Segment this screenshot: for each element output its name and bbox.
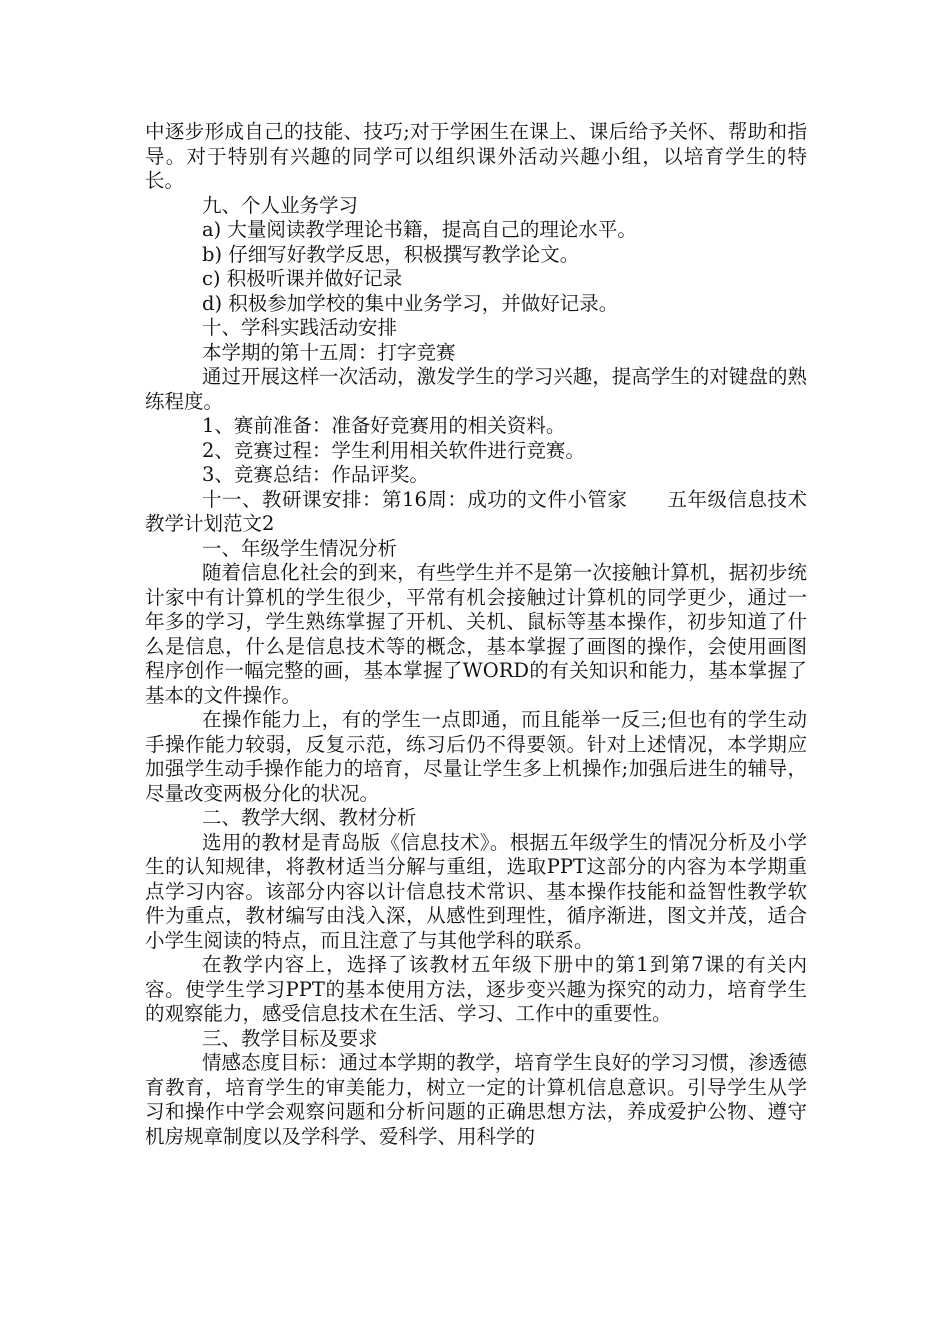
paragraph-attitude-goals: 情感态度目标：通过本学期的教学，培育学生良好的学习习惯，渗透德育教育，培育学生的审美能力，树立一定的计算机信息意识。引导学生从学习和操作中学会观察问题和分析问题的正确思想方法，养成爱护公物、遵守机房规章制度以及学科学、爱科学、用科学的: [145, 1051, 807, 1148]
heading-section-11: 十一、教研课安排：第16周：成功的文件小管家 五年级信息技术教学计划范文2: [145, 487, 807, 535]
document-body: [145, 120, 807, 1149]
paragraph-teaching-content: 在教学内容上，选择了该教材五年级下册中的第1到第7课的有关内容。使学生学习PPT的基本使用方法，逐步变兴趣为探究的动力，培育学生的观察能力，感受信息技术在生活、学习、工作中的重要性。: [145, 953, 807, 1025]
list-item-step-2: 2、竞赛过程：学生利用相关软件进行竞赛。: [202, 438, 585, 462]
paragraph-student-analysis: 随着信息化社会的到来，有些学生并不是第一次接触计算机，据初步统计家中有计算机的学生很少，平常有机会接触过计算机的同学更少，通过一年多的学习，学生熟练掌握了开机、关机、鼠标等基本操作，初步知道了什么是信息，什么是信息技术等的概念，基本掌握了画图的操作，会使用画图程序创作一幅完整的画，基本掌握了WORD的有关知识和能力，基本掌握了基本的文件操作。: [145, 561, 807, 707]
list-item-a: a) 大量阅读教学理论书籍，提高自己的理论水平。: [202, 218, 637, 241]
list-item-step-1: 1、赛前准备：准备好竞赛用的相关资料。: [202, 414, 566, 437]
paragraph-textbook: 选用的教材是青岛版《信息技术》。根据五年级学生的情况分析及小学生的认知规律，将教材适当分解与重组，选取PPT这部分的内容为本学期重点学习内容。该部分内容以计信息技术常识、基本操作技能和益智性教学软件为重点，教材编写由浅入深，从感性到理性，循序渐进，图文并茂，适合小学生阅读的特点，而且注意了与其他学科的联系。: [145, 830, 807, 952]
heading-teaching-goals: 三、教学目标及要求: [202, 1026, 378, 1050]
heading-syllabus-analysis: 二、教学大纲、教材分析: [202, 806, 417, 829]
heading-section-9: 九、个人业务学习: [202, 193, 359, 217]
paragraph-continued-text: 中逐步形成自己的技能、技巧;对于学困生在课上、课后给予关怀、帮助和指导。对于特别有兴趣的同学可以组织课外活动兴趣小组，以培育学生的特长。: [145, 120, 807, 192]
list-item-step-3: 3、竞赛总结：作品评奖。: [202, 463, 429, 486]
list-item-c: c) 积极听课并做好记录: [202, 267, 403, 290]
heading-section-10: 十、学科实践活动安排: [202, 316, 398, 339]
paragraph-operation-ability: 在操作能力上，有的学生一点即通，而且能举一反三;但也有的学生动手操作能力较弱，反复示范，练习后仍不得要领。针对上述情况，本学期应加强学生动手操作能力的培育，尽量让学生多上机操作;加强后进生的辅导，尽量改变两极分化的状况。: [145, 708, 807, 805]
paragraph-activity-purpose: 通过开展这样一次活动，激发学生的学习兴趣，提高学生的对键盘的熟练程度。: [145, 365, 807, 413]
list-item-b: b) 仔细写好教学反思，积极撰写教学论文。: [202, 242, 580, 266]
paragraph-week-15: 本学期的第十五周：打字竞赛: [202, 340, 456, 364]
list-item-d: d) 积极参加学校的集中业务学习，并做好记录。: [202, 291, 619, 315]
heading-student-analysis: 一、年级学生情况分析: [202, 536, 398, 560]
